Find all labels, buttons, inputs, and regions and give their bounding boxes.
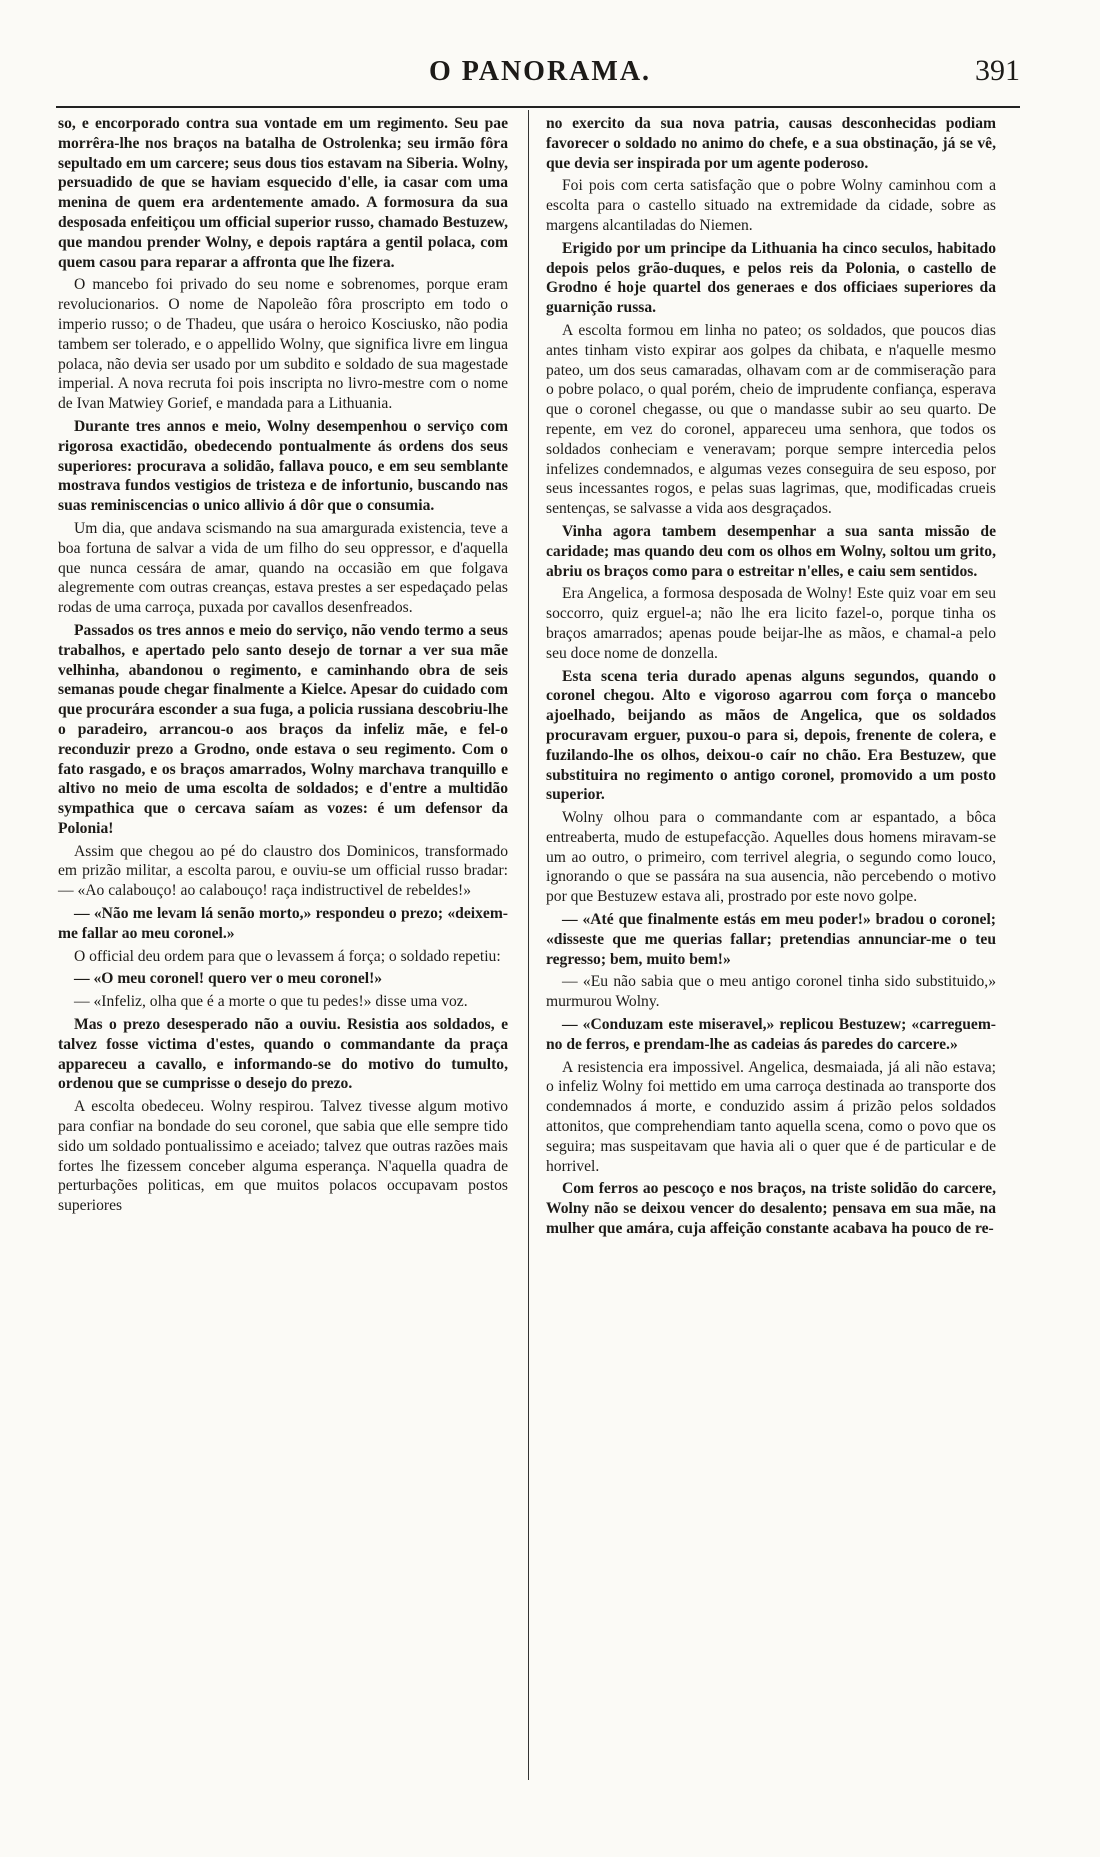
header-rule	[56, 106, 1020, 108]
paragraph: Erigido por um principe da Lithuania ha cinco seculos, habitado depois pelos grão-duques, e pelos reis da Polonia, o castello de Grodno é hoje quartel dos generaes e dos officiaes superiores da guarnição russa.	[546, 239, 996, 317]
paragraph: Com ferros ao pescoço e nos braços, na triste solidão do carcere, Wolny não se deixou vencer do desalento; pensava em sua mãe, na mulher que amára, cuja affeição constante acabava ha pouco de re-	[546, 1180, 996, 1238]
paragraph: A escolta obedeceu. Wolny respirou. Talvez tivesse algum motivo para confiar na bondade do seu coronel, que sabia que elle sempre tido sido um soldado pontualissimo e aceiado; talvez que outras razões mais fortes lhe fizessem conceber alguma esperança. N'aquella quadra de perturbações politicas, em que muitos polacos occupavam postos superiores	[58, 1098, 508, 1215]
paragraph: A escolta formou em linha no pateo; os soldados, que poucos dias antes tinham visto expirar aos golpes da chibata, e n'aquelle mesmo pateo, um dos seus camaradas, olhavam com ar de commiseração para o pobre polaco, o qual porém, cheio de imprudente confiança, esperava que o coronel chegasse, ou que o mandasse subir ao seu quarto. De repente, em vez do coronel, appareceu uma senhora, que todos os soldados conheciam e veneravam; porque sempre intercedia pelos infelizes condemnados, e algumas vezes conseguira de seu esposo, por seus incessantes rogos, e pelas suas lagrimas, que, modificadas crueis sentenças, se salvasse a vida aos desgraçados.	[546, 321, 996, 518]
paragraph: O mancebo foi privado do seu nome e sobrenomes, porque eram revolucionarios. O nome de Napoleão fôra proscripto em todo o imperio russo; o de Thadeu, que usára o heroico Kosciusko, não podia tambem ser tolerado, e o appellido Wolny, que significa livre em lingua polaca, não devia ser usado por um subdito e soldado de sua magestade imperial. A nova recruta foi pois inscripta no livro-mestre com o nome de Ivan Matwiey Gorief, e mandada para a Lithuania.	[58, 276, 508, 413]
paragraph: — «Conduzam este miseravel,» replicou Bestuzew; «carreguem-no de ferros, e prendam-lhe as cadeias ás paredes do carcere.»	[546, 1016, 996, 1053]
paragraph: — «Até que finalmente estás em meu poder!» bradou o coronel; «disseste que me querias fallar; pretendias annunciar-me o teu regresso; bem, muito bem!»	[546, 911, 996, 968]
page-number: 391	[975, 54, 1020, 87]
paragraph: Passados os tres annos e meio do serviço, não vendo termo a seus trabalhos, e apertado pelo santo desejo de tornar a ver sua mãe velhinha, abandonou o regimento, e caminhando obra de seis semanas poude chegar finalmente a Kielce. Apesar do cuidado com que procurára esconder a sua fuga, a policia russiana descobriu-lhe o paradeiro, arrancou-o aos braços da infeliz mãe, e fel-o reconduzir prezo a Grodno, onde estava o seu regimento. Com o fato rasgado, e os braços amarrados, Wolny marchava tranquillo e altivo no meio de uma escolta de soldados; e d'entre a multidão sympathica que o cercava saíam as vozes: é um defensor da Polonia!	[58, 621, 508, 837]
paragraph: O official deu ordem para que o levassem á força; o soldado repetiu:	[74, 947, 501, 965]
column-divider	[528, 110, 529, 1780]
paragraph: A resistencia era impossivel. Angelica, desmaiada, já ali não estava; o infeliz Wolny foi mettido em uma carroça destinada ao transporte dos condemnados á morte, e conduzido assim á prizão pelos soldados attonitos, que comprehendiam tanto aquella scena, como o povo que os seguira; mas suspeitavam que havia ali o quer que é de particular e de horrivel.	[546, 1058, 996, 1175]
paragraph: so, e encorporado contra sua vontade em um regimento. Seu pae morrêra-lhe nos braços na batalha de Ostrolenka; seu irmão fôra sepultado em um carcere; seus dous tios estavam na Siberia. Wolny, persuadido de que se haviam esquecido d'elle, ia casar com uma menina de quem era ardentemente amado. A formosura da sua desposada enfeitiçou um official superior russo, chamado Bestuzew, que mandou prender Wolny, e depois raptára a gentil polaca, com quem casou para reparar a affronta que lhe fizera.	[58, 115, 508, 271]
page-header	[60, 56, 1020, 96]
left-column	[58, 114, 508, 1219]
paragraph: Durante tres annos e meio, Wolny desempenhou o serviço com rigorosa exactidão, obedecendo pontualmente ás ordens dos seus superiores: procurava a solidão, fallava pouco, e em seu semblante mostrava fundos vestigios de tristeza e de infortunio, buscando nas suas reminiscencias o unico allivio á dôr que o consumia.	[58, 417, 508, 515]
paragraph: — «Infeliz, olha que é a morte o que tu pedes!» disse uma voz.	[74, 993, 468, 1011]
paragraph: Vinha agora tambem desempenhar a sua santa missão de caridade; mas quando deu com os olhos em Wolny, soltou um grito, abriu os braços como para o estreitar n'elles, e caiu sem sentidos.	[546, 522, 996, 580]
paragraph: Era Angelica, a formosa desposada de Wolny! Este quiz voar em seu soccorro, quiz erguel-a; não lhe era licito fazel-o, porque tinha os braços amarrados; apenas poude beijar-lhe as mãos, e chamal-a pelo seu doce nome de donzella.	[546, 585, 996, 662]
right-column	[546, 114, 996, 1242]
paragraph: Assim que chegou ao pé do claustro dos Dominicos, transformado em prizão militar, a escolta parou, e ouviu-se um official russo bradar: — «Ao calabouço! ao calabouço! raça indistructivel de rebeldes!»	[58, 842, 508, 900]
paragraph: Um dia, que andava scismando na sua amargurada existencia, teve a boa fortuna de salvar a vida de um filho do seu oppressor, e d'aquella que nunca cessára de amar, quando na occasião em que folgava alegremente com outras creanças, estava prestes a ser espedaçado pelas rodas de uma carroça, puxada por cavallos desenfreados.	[58, 519, 508, 617]
paragraph: — «Não me levam lá senão morto,» respondeu o prezo; «deixem-me fallar ao meu coronel.»	[58, 905, 508, 942]
paragraph: no exercito da sua nova patria, causas desconhecidas podiam favorecer o soldado no animo do chefe, e a sua obstinação, já se vê, que devia ser inspirada por um agente poderoso.	[546, 115, 996, 172]
paragraph: Mas o prezo desesperado não a ouviu. Resistia aos soldados, e talvez fosse victima d'estes, quando o commandante da praça appareceu a cavallo, e informando-se do motivo do tumulto, ordenou que se cumprisse o desejo do prezo.	[58, 1016, 508, 1093]
paragraph: — «O meu coronel! quero ver o meu coronel!»	[74, 970, 383, 988]
paragraph: — «Eu não sabia que o meu antigo coronel tinha sido substituido,» murmurou Wolny.	[546, 973, 996, 1011]
paragraph: Foi pois com certa satisfação que o pobre Wolny caminhou com a escolta para o castello situado na extremidade da cidade, sobre as margens alcantiladas do Niemen.	[546, 177, 996, 234]
paragraph: Wolny olhou para o commandante com ar espantado, a bôca entreaberta, mudo de estupefacção. Aquelles dous homens miravam-se um ao outro, o primeiro, com terrivel alegria, o segundo como louco, ignorando o que se passára na sua ausencia, não percebendo o motivo por que Bestuzew estava ali, prostrado por este novo golpe.	[546, 809, 996, 906]
paragraph: Esta scena teria durado apenas alguns segundos, quando o coronel chegou. Alto e vigoroso agarrou com força o mancebo ajoelhado, beijando as mãos de Angelica, que os soldados procuravam erguer, puxou-o para si, depois, frenente de colera, e fuzilando-lhe os olhos, deixou-o caír no chão. Era Bestuzew, que substituira no regimento o antigo coronel, promovido a um posto superior.	[546, 667, 996, 804]
journal-title: O PANORAMA.	[428, 56, 652, 87]
